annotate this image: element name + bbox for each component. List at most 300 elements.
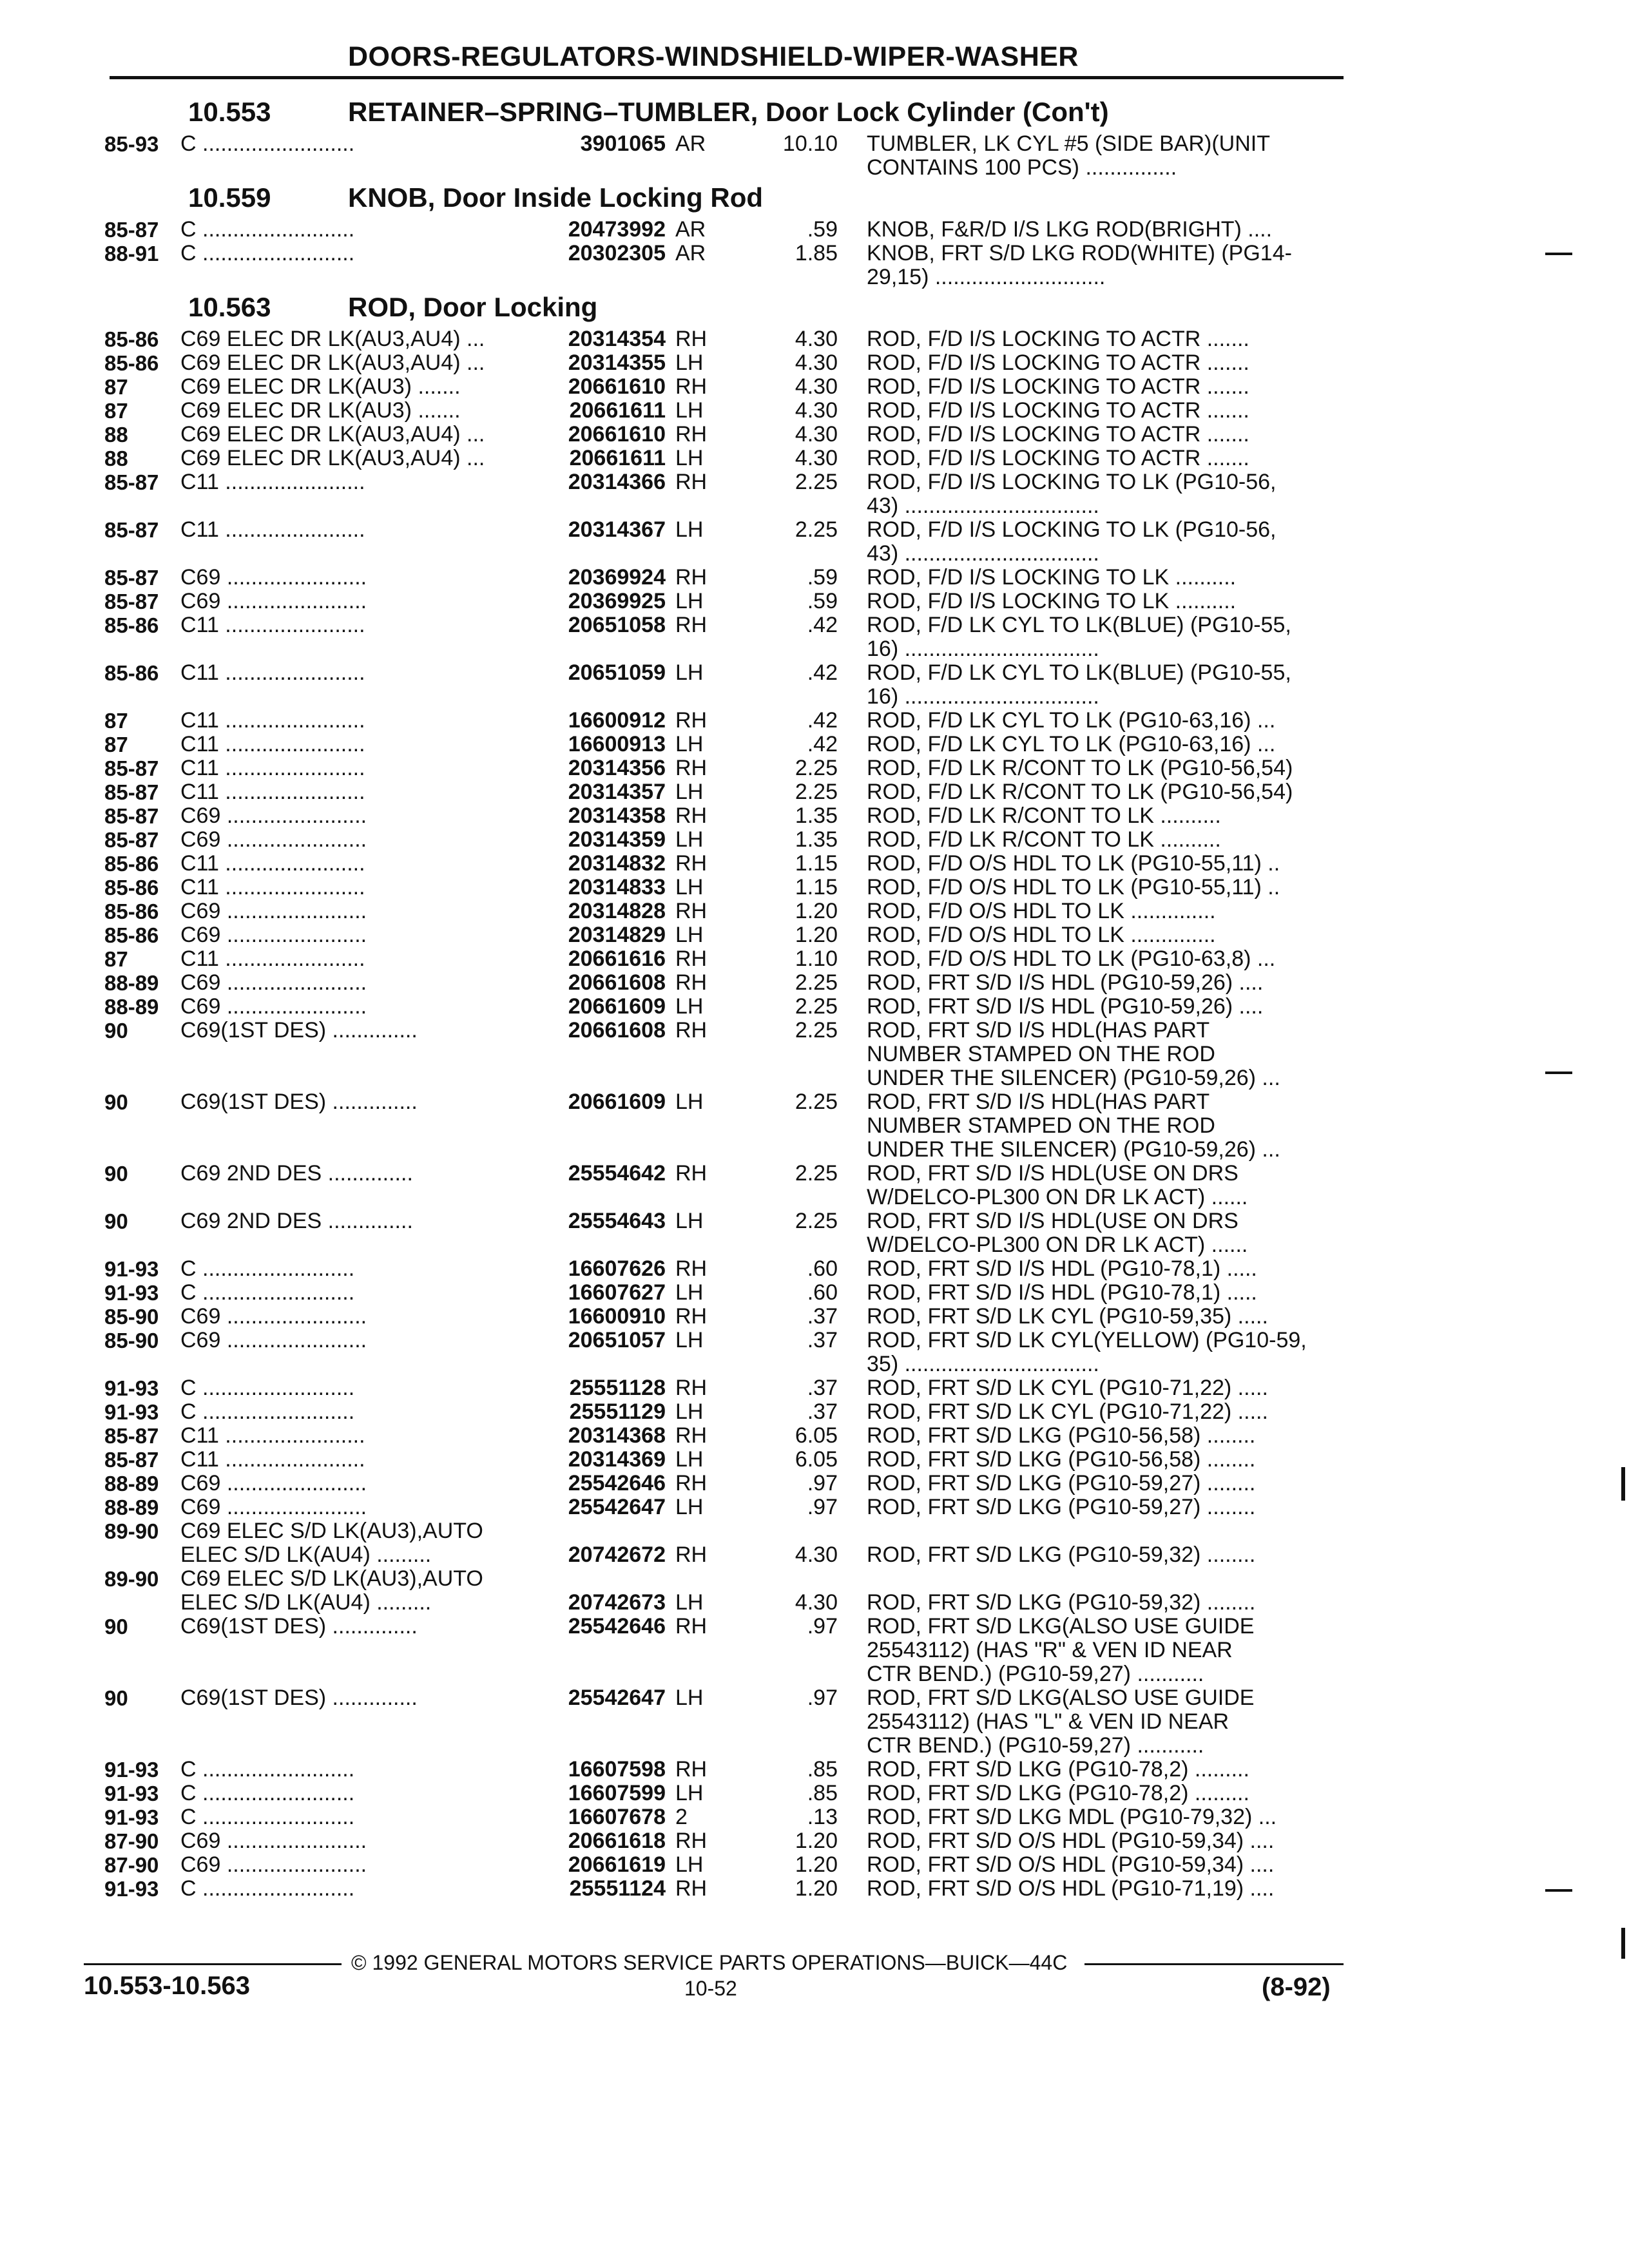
part-entry — [0, 756, 1353, 780]
part-number: 16607626 — [568, 1256, 666, 1281]
price: 2.25 — [795, 1209, 838, 1233]
model-code: C ......................... — [180, 1805, 355, 1829]
quantity: LH — [675, 994, 704, 1019]
quantity: RH — [675, 374, 708, 399]
part-number: 20661611 — [569, 446, 666, 470]
part-entry — [0, 1829, 1353, 1853]
part-entry — [0, 852, 1353, 876]
part-entry — [0, 1209, 1353, 1257]
part-number: 20661608 — [568, 1018, 666, 1043]
quantity: LH — [675, 1090, 704, 1114]
quantity: RH — [675, 1829, 708, 1853]
price: .13 — [807, 1805, 838, 1829]
description-line: ROD, FRT S/D I/S HDL (PG10-78,1) ..... — [867, 1280, 1257, 1305]
model-code: C11 ....................... — [180, 756, 365, 780]
model-code: C69(1ST DES) .............. — [180, 1686, 418, 1710]
model-code: C69 ....................... — [180, 565, 367, 590]
quantity: LH — [675, 446, 704, 470]
model-years: 85-93 — [104, 132, 159, 156]
section-number: 10.563 — [188, 292, 271, 322]
description-line: CONTAINS 100 PCS) ............... — [867, 155, 1177, 180]
section-number: 10.553 — [188, 97, 271, 127]
description-line: ROD, F/D LK R/CONT TO LK (PG10-56,54) — [867, 756, 1293, 780]
quantity: LH — [675, 732, 704, 756]
part-number: 20314368 — [568, 1423, 666, 1448]
part-entry — [0, 733, 1353, 756]
quantity: LH — [675, 517, 704, 542]
part-entry — [0, 1686, 1353, 1758]
price: .59 — [807, 565, 838, 590]
model-code-continued: ELEC S/D LK(AU4) ......... — [180, 1590, 432, 1615]
price: .37 — [807, 1376, 838, 1400]
part-entry — [0, 613, 1353, 661]
part-number: 20369924 — [568, 565, 666, 590]
part-entry — [0, 995, 1353, 1019]
part-number: 20473992 — [568, 217, 666, 242]
price: 6.05 — [795, 1423, 838, 1448]
model-code: C69 ....................... — [180, 1304, 367, 1329]
quantity: LH — [675, 1280, 704, 1305]
model-years: 85-87 — [104, 470, 159, 494]
description-line: ROD, F/D I/S LOCKING TO ACTR ....... — [867, 422, 1249, 447]
part-number: 20661608 — [568, 970, 666, 995]
description-line: ROD, F/D O/S HDL TO LK (PG10-55,11) .. — [867, 851, 1280, 876]
model-years: 90 — [104, 1209, 128, 1233]
part-number: 20742673 — [568, 1590, 666, 1615]
description-line: ROD, F/D LK R/CONT TO LK .......... — [867, 827, 1221, 852]
quantity: RH — [675, 1376, 708, 1400]
price: 1.20 — [795, 1876, 838, 1901]
margin-mark — [1545, 1072, 1572, 1074]
part-entry — [0, 242, 1353, 289]
quantity: RH — [675, 1304, 708, 1329]
part-entry — [0, 566, 1353, 590]
price: .97 — [807, 1495, 838, 1519]
part-entry — [0, 1400, 1353, 1424]
model-years: 88-91 — [104, 242, 159, 265]
footer-copyright: © 1992 GENERAL MOTORS SERVICE PARTS OPERATIONS—BUICK—44C — [351, 1951, 1068, 1974]
model-years: 87-90 — [104, 1853, 159, 1877]
model-years: 85-86 — [104, 351, 159, 375]
description-line: UNDER THE SILENCER) (PG10-59,26) ... — [867, 1137, 1280, 1162]
price: .37 — [807, 1399, 838, 1424]
description-line: ROD, F/D LK CYL TO LK(BLUE) (PG10-55, — [867, 660, 1291, 685]
part-number: 20651057 — [568, 1328, 666, 1352]
part-entry — [0, 780, 1353, 804]
quantity: LH — [675, 398, 704, 423]
description-line: 16) ................................ — [867, 684, 1099, 709]
description-line: 16) ................................ — [867, 637, 1099, 661]
part-entry — [0, 1162, 1353, 1209]
model-years: 85-87 — [104, 1424, 159, 1448]
part-number: 25542646 — [568, 1471, 666, 1495]
model-code: C11 ....................... — [180, 780, 365, 804]
model-code: C ......................... — [180, 1376, 355, 1400]
model-code: C69 ELEC DR LK(AU3,AU4) ... — [180, 351, 485, 375]
model-code: C69(1ST DES) .............. — [180, 1614, 418, 1639]
quantity: LH — [675, 827, 704, 852]
model-code: C69(1ST DES) .............. — [180, 1090, 418, 1114]
model-years: 85-87 — [104, 590, 159, 613]
model-years: 90 — [104, 1615, 128, 1639]
model-code: C11 ....................... — [180, 732, 365, 756]
price: .37 — [807, 1304, 838, 1329]
description-line: 43) ................................ — [867, 494, 1099, 518]
model-years: 91-93 — [104, 1281, 159, 1305]
price: 4.30 — [795, 351, 838, 375]
quantity: RH — [675, 1161, 708, 1186]
part-number: 20314828 — [568, 899, 666, 923]
model-years: 88-89 — [104, 1495, 159, 1519]
price: 2.25 — [795, 1161, 838, 1186]
price: .42 — [807, 708, 838, 733]
quantity: RH — [675, 947, 708, 971]
price: .85 — [807, 1757, 838, 1782]
quantity: RH — [675, 756, 708, 780]
price: 2.25 — [795, 1018, 838, 1043]
quantity: RH — [675, 899, 708, 923]
price: 2.25 — [795, 970, 838, 995]
model-code: C ......................... — [180, 1399, 355, 1424]
price: .97 — [807, 1471, 838, 1495]
quantity: LH — [675, 923, 704, 947]
price: 1.10 — [795, 947, 838, 971]
quantity: LH — [675, 1328, 704, 1352]
footer-rule-right — [1084, 1963, 1344, 1965]
model-code: C69 ....................... — [180, 899, 367, 923]
model-years: 88-89 — [104, 971, 159, 995]
price: 1.15 — [795, 851, 838, 876]
model-code: C69 ....................... — [180, 803, 367, 828]
model-code: C69 ....................... — [180, 589, 367, 613]
part-number: 16607598 — [568, 1757, 666, 1782]
part-number: 20314366 — [568, 470, 666, 494]
model-code: C69 ....................... — [180, 1328, 367, 1352]
footer-section-range: 10.553-10.563 — [84, 1972, 251, 2000]
model-years: 85-90 — [104, 1329, 159, 1352]
model-years: 87 — [104, 375, 128, 399]
description-line: 43) ................................ — [867, 541, 1099, 566]
part-entry — [0, 1877, 1353, 1901]
model-years: 88 — [104, 447, 128, 470]
model-code: C ......................... — [180, 1876, 355, 1901]
description-line: ROD, FRT S/D LKG (PG10-56,58) ........ — [867, 1447, 1256, 1472]
description-line: ROD, FRT S/D LKG (PG10-78,2) ......... — [867, 1781, 1249, 1805]
price: 4.30 — [795, 398, 838, 423]
part-number: 16607627 — [568, 1280, 666, 1305]
price: 4.30 — [795, 422, 838, 447]
model-code: C69 ....................... — [180, 1829, 367, 1853]
model-years: 90 — [104, 1090, 128, 1114]
model-code: C69 ELEC S/D LK(AU3),AUTO — [180, 1519, 483, 1543]
description-line: CTR BEND.) (PG10-59,27) ........... — [867, 1733, 1204, 1758]
quantity: RH — [675, 422, 708, 447]
description-line: NUMBER STAMPED ON THE ROD — [867, 1042, 1215, 1066]
description-line: ROD, F/D O/S HDL TO LK (PG10-55,11) .. — [867, 875, 1280, 899]
model-years: 85-86 — [104, 327, 159, 351]
model-code: C ......................... — [180, 1757, 355, 1782]
model-years: 91-93 — [104, 1782, 159, 1805]
part-number: 20651058 — [568, 613, 666, 637]
part-entry — [0, 399, 1353, 423]
model-code: C69 ....................... — [180, 827, 367, 852]
model-years: 85-86 — [104, 852, 159, 876]
margin-mark — [1545, 253, 1572, 255]
price: 4.30 — [795, 327, 838, 351]
description-line: ROD, F/D I/S LOCKING TO ACTR ....... — [867, 398, 1249, 423]
quantity: AR — [675, 131, 706, 156]
part-number: 20314359 — [568, 827, 666, 852]
description-line: 29,15) ............................ — [867, 265, 1106, 289]
description-line: CTR BEND.) (PG10-59,27) ........... — [867, 1662, 1204, 1686]
model-code: C ......................... — [180, 217, 355, 242]
quantity: RH — [675, 851, 708, 876]
price: 2.25 — [795, 517, 838, 542]
description-line: ROD, F/D LK CYL TO LK (PG10-63,16) ... — [867, 732, 1276, 756]
description-line: ROD, F/D I/S LOCKING TO ACTR ....... — [867, 327, 1249, 351]
model-years: 91-93 — [104, 1805, 159, 1829]
part-entry — [0, 1090, 1353, 1162]
model-code: C ......................... — [180, 131, 355, 156]
model-years: 85-86 — [104, 613, 159, 637]
part-entry — [0, 1495, 1353, 1519]
quantity: LH — [675, 351, 704, 375]
quantity: AR — [675, 241, 706, 265]
part-number: 20742672 — [568, 1542, 666, 1567]
part-number: 25554643 — [568, 1209, 666, 1233]
quantity: RH — [675, 970, 708, 995]
part-entry — [0, 923, 1353, 947]
part-entry — [0, 1424, 1353, 1448]
price: .42 — [807, 613, 838, 637]
description-line: ROD, FRT S/D I/S HDL(USE ON DRS — [867, 1161, 1239, 1186]
price: 1.20 — [795, 1852, 838, 1877]
quantity: RH — [675, 1614, 708, 1639]
model-code: C11 ....................... — [180, 1447, 365, 1472]
quantity: RH — [675, 1471, 708, 1495]
model-years: 89-90 — [104, 1567, 159, 1591]
part-number: 20314354 — [568, 327, 666, 351]
quantity: LH — [675, 1781, 704, 1805]
model-years: 87 — [104, 947, 128, 971]
description-line: KNOB, F&R/D I/S LKG ROD(BRIGHT) .... — [867, 217, 1273, 242]
part-number: 25554642 — [568, 1161, 666, 1186]
margin-mark — [1545, 1889, 1572, 1892]
part-number: 25542647 — [568, 1686, 666, 1710]
quantity: RH — [675, 565, 708, 590]
price: .97 — [807, 1614, 838, 1639]
part-number: 20314356 — [568, 756, 666, 780]
model-years: 85-87 — [104, 218, 159, 242]
part-entry — [0, 1805, 1353, 1829]
description-line: ROD, FRT S/D LKG (PG10-56,58) ........ — [867, 1423, 1256, 1448]
description-line: ROD, F/D I/S LOCKING TO LK .......... — [867, 589, 1237, 613]
model-code: C69 ....................... — [180, 923, 367, 947]
description-line: ROD, FRT S/D LKG (PG10-59,27) ........ — [867, 1495, 1256, 1519]
part-number: 16607678 — [568, 1805, 666, 1829]
part-number: 16600910 — [568, 1304, 666, 1329]
part-entry — [0, 132, 1353, 180]
quantity: RH — [675, 708, 708, 733]
part-entry — [0, 1853, 1353, 1877]
model-code: C69 ....................... — [180, 1471, 367, 1495]
part-number: 25551128 — [569, 1376, 666, 1400]
part-number: 20661611 — [569, 398, 666, 423]
part-number: 3901065 — [580, 131, 666, 156]
part-number: 16600913 — [568, 732, 666, 756]
description-line: KNOB, FRT S/D LKG ROD(WHITE) (PG14- — [867, 241, 1292, 265]
model-code: C69 ....................... — [180, 1852, 367, 1877]
model-years: 89-90 — [104, 1519, 159, 1543]
model-years: 88-89 — [104, 1472, 159, 1495]
model-code: C69 ELEC S/D LK(AU3),AUTO — [180, 1566, 483, 1591]
footer-page-number: 10-52 — [684, 1977, 737, 2000]
quantity: LH — [675, 875, 704, 899]
description-line: UNDER THE SILENCER) (PG10-59,26) ... — [867, 1066, 1280, 1090]
model-code: C ......................... — [180, 241, 355, 265]
model-code: C69 ELEC DR LK(AU3,AU4) ... — [180, 422, 485, 447]
part-entry — [0, 971, 1353, 995]
quantity: RH — [675, 1876, 708, 1901]
price: .42 — [807, 660, 838, 685]
model-code: C ......................... — [180, 1256, 355, 1281]
quantity: LH — [675, 1399, 704, 1424]
description-line: ROD, FRT S/D O/S HDL (PG10-59,34) .... — [867, 1829, 1275, 1853]
part-entry — [0, 1281, 1353, 1305]
quantity: RH — [675, 470, 708, 494]
description-line: ROD, FRT S/D LKG(ALSO USE GUIDE — [867, 1686, 1255, 1710]
margin-mark — [1621, 1467, 1625, 1501]
part-entry — [0, 1567, 1353, 1615]
price: 1.85 — [795, 241, 838, 265]
description-line: ROD, F/D I/S LOCKING TO ACTR ....... — [867, 446, 1249, 470]
quantity: RH — [675, 1757, 708, 1782]
price: 1.20 — [795, 1829, 838, 1853]
part-entry — [0, 327, 1353, 351]
model-code: C11 ....................... — [180, 517, 365, 542]
description-line: ROD, FRT S/D I/S HDL(USE ON DRS — [867, 1209, 1239, 1233]
part-entry — [0, 470, 1353, 518]
part-entry — [0, 1329, 1353, 1376]
quantity: LH — [675, 660, 704, 685]
description-line: ROD, FRT S/D I/S HDL(HAS PART — [867, 1090, 1210, 1114]
quantity: LH — [675, 589, 704, 613]
part-number: 20661610 — [568, 422, 666, 447]
model-code: C11 ....................... — [180, 660, 365, 685]
description-line: ROD, FRT S/D I/S HDL (PG10-59,26) .... — [867, 994, 1264, 1019]
part-number: 20661609 — [568, 994, 666, 1019]
description-line: 25543112) (HAS "R" & VEN ID NEAR — [867, 1638, 1233, 1662]
model-code: C69 ....................... — [180, 970, 367, 995]
price: .37 — [807, 1328, 838, 1352]
description-line: ROD, FRT S/D I/S HDL (PG10-59,26) .... — [867, 970, 1264, 995]
part-entry — [0, 804, 1353, 828]
quantity: LH — [675, 1852, 704, 1877]
part-entry — [0, 351, 1353, 375]
part-entry — [0, 1758, 1353, 1782]
quantity: RH — [675, 803, 708, 828]
part-number: 20314829 — [568, 923, 666, 947]
description-line: ROD, F/D O/S HDL TO LK .............. — [867, 923, 1216, 947]
part-number: 25542646 — [568, 1614, 666, 1639]
model-years: 85-90 — [104, 1305, 159, 1329]
description-line: ROD, F/D LK R/CONT TO LK .......... — [867, 803, 1221, 828]
price: 10.10 — [782, 131, 838, 156]
price: 6.05 — [795, 1447, 838, 1472]
model-code: C11 ....................... — [180, 1423, 365, 1448]
model-code: C11 ....................... — [180, 875, 365, 899]
part-number: 20661619 — [568, 1852, 666, 1877]
model-code: C69 ELEC DR LK(AU3) ....... — [180, 398, 461, 423]
part-entry — [0, 447, 1353, 470]
price: 4.30 — [795, 374, 838, 399]
description-line: 25543112) (HAS "L" & VEN ID NEAR — [867, 1709, 1229, 1734]
model-years: 87 — [104, 399, 128, 423]
price: .59 — [807, 217, 838, 242]
price: .60 — [807, 1280, 838, 1305]
part-entry — [0, 1615, 1353, 1686]
part-entry — [0, 1376, 1353, 1400]
part-entry — [0, 423, 1353, 447]
model-years: 91-93 — [104, 1257, 159, 1281]
section-number: 10.559 — [188, 182, 271, 213]
description-line: ROD, FRT S/D LKG(ALSO USE GUIDE — [867, 1614, 1255, 1639]
model-years: 85-87 — [104, 566, 159, 590]
model-years: 91-93 — [104, 1376, 159, 1400]
model-years: 85-86 — [104, 923, 159, 947]
quantity: LH — [675, 780, 704, 804]
price: 1.35 — [795, 827, 838, 852]
model-code: C ......................... — [180, 1781, 355, 1805]
model-years: 85-87 — [104, 518, 159, 542]
part-entry — [0, 709, 1353, 733]
price: 2.25 — [795, 994, 838, 1019]
description-line: ROD, F/D I/S LOCKING TO LK (PG10-56, — [867, 470, 1277, 494]
part-entry — [0, 590, 1353, 613]
part-number: 25551129 — [569, 1399, 666, 1424]
part-number: 20661618 — [568, 1829, 666, 1853]
part-number: 20314833 — [568, 875, 666, 899]
model-years: 90 — [104, 1686, 128, 1710]
price: 4.30 — [795, 446, 838, 470]
model-years: 88 — [104, 423, 128, 447]
price: 2.25 — [795, 470, 838, 494]
price: 1.15 — [795, 875, 838, 899]
part-number: 20661616 — [568, 947, 666, 971]
part-entry — [0, 1782, 1353, 1805]
part-entry — [0, 1519, 1353, 1567]
part-entry — [0, 899, 1353, 923]
description-line: ROD, FRT S/D LKG (PG10-59,27) ........ — [867, 1471, 1256, 1495]
model-years: 85-86 — [104, 899, 159, 923]
description-line: ROD, FRT S/D I/S HDL(HAS PART — [867, 1018, 1210, 1043]
description-line: NUMBER STAMPED ON THE ROD — [867, 1113, 1215, 1138]
quantity: AR — [675, 217, 706, 242]
model-years: 87 — [104, 709, 128, 733]
price: 4.30 — [795, 1542, 838, 1567]
description-line: ROD, F/D LK CYL TO LK (PG10-63,16) ... — [867, 708, 1276, 733]
model-years: 90 — [104, 1019, 128, 1043]
quantity: LH — [675, 1447, 704, 1472]
part-number: 20314355 — [568, 351, 666, 375]
part-number: 20314832 — [568, 851, 666, 876]
description-line: W/DELCO-PL300 ON DR LK ACT) ...... — [867, 1233, 1248, 1257]
part-entry — [0, 661, 1353, 709]
description-line: ROD, FRT S/D LKG MDL (PG10-79,32) ... — [867, 1805, 1277, 1829]
model-years: 88-89 — [104, 995, 159, 1019]
quantity: RH — [675, 1542, 708, 1567]
price: 1.20 — [795, 923, 838, 947]
